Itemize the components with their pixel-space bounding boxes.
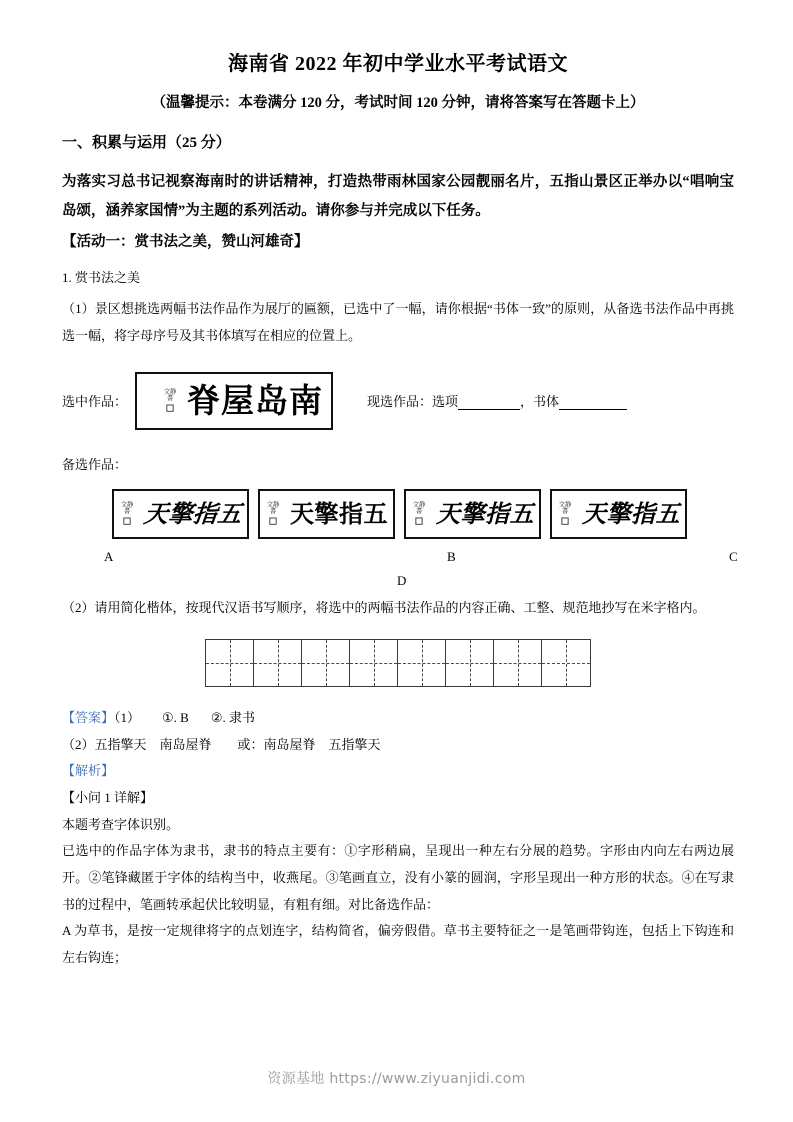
grid-cell[interactable] [350,640,398,686]
answer-line-2: （2）五指擎天 南岛屋脊 或：南岛屋脊 五指擎天 [62,736,381,752]
now-select-line [367,391,627,410]
option-blank[interactable] [458,396,520,410]
selected-artwork-row [62,372,734,430]
now-select-prefix: 现选作品：选项 [367,394,459,410]
calligraphy-text: 天擎指五 [290,498,388,528]
option-label-a: A [104,548,114,564]
analysis-tag: 【解析】 [62,763,115,779]
grid-cell[interactable] [542,640,590,686]
option-artwork-b[interactable] [258,489,395,539]
calligraphy-text: 脊屋岛南 [187,381,324,421]
option-label-c: C [729,548,738,564]
grid-cell[interactable] [494,640,542,686]
seal-icon: 文静 書 [121,502,134,524]
selected-artwork-label: 选中作品： [62,394,128,410]
answer-tag: 【答案】 [62,710,115,726]
analysis-line-2: 已选中的作品字体为隶书，隶书的特点主要有：①字形稍扁，呈现出一种左右分展的趋势。字形由内向左右两边展开。②笔锋藏匿于字体的结构当中，收燕尾。③笔画直立，没有小篆的圆润，字形呈现出一种方形的状态。④在写隶书的过程中，笔画转承起伏比较明显，有粗有细。对比备选作品： [62,843,734,912]
seal-icon: 文静 書 [413,502,426,524]
option-artwork-c[interactable] [404,489,541,539]
option-label-d: D [397,572,407,588]
option-label-b: B [447,548,456,564]
calligraphy-text: 天擎指五 [436,498,534,528]
option-artwork-a[interactable] [112,489,249,539]
option-labels-row2 [62,573,734,595]
grid-cell[interactable] [398,640,446,686]
answer-line-1 [62,705,734,732]
analysis-sub-head: 【小问 1 详解】 [62,790,154,806]
seal-icon: 文静 書 [559,502,572,524]
page-content [62,52,738,972]
grid-cell[interactable] [446,640,494,686]
question-number: 1. 赏书法之美 [62,269,141,285]
analysis-line-1: 本题考查字体识别。 [62,816,180,832]
answer-q1-part2: ②. 隶书 [210,710,256,726]
seal-icon: 文静 書 [164,389,177,411]
answer-block [62,705,734,785]
analysis-line-3: A 为草书，是按一定规律将字的点划连字，结构简省，偏旁假借。草书主要特征之一是笔画带钩连，包括上下钩连和左右钩连； [62,923,734,965]
grid-cell[interactable] [302,640,350,686]
selected-artwork-frame [135,372,333,430]
section-heading: 一、积累与运用（25 分） [62,134,231,151]
activity-heading: 【活动一：赏书法之美，赞山河雄奇】 [62,233,309,250]
footer-watermark: 资源基地 https://www.ziyuanjidi.com [267,1071,526,1087]
alternatives-label: 备选作品： [62,456,128,472]
calligraphy-text: 天擎指五 [582,498,680,528]
lead-paragraph: 为落实习总书记视察海南时的讲话精神，打造热带雨林国家公园靓丽名片，五指山景区正举办以“唱响宝岛颂，涵养家国情”为主题的系列活动。请你参与并完成以下任务。 [62,173,734,219]
script-blank[interactable] [559,396,627,410]
now-select-middle: ，书体 [520,394,560,410]
answer-q1-part1: ①. B [162,710,189,726]
question1-prompt: （1）景区想挑选两幅书法作品作为展厅的匾额，已选中了一幅，请你根据“书体一致”的原则，从备选书法作品中再挑选一幅，将字母序号及其书体填写在相应的位置上。 [62,301,734,343]
exam-notice: （温馨提示：本卷满分 120 分，考试时间 120 分钟，请将答案写在答题卡上） [151,95,645,111]
writing-grid-wrap [62,639,734,687]
selected-calligraphy [163,381,324,421]
analysis-tag-line [62,758,734,785]
seal-icon: 文静 書 [267,502,280,524]
grid-cell[interactable] [206,640,254,686]
writing-grid[interactable] [205,639,591,687]
option-artworks-row [112,489,734,539]
answer-q1-prefix: （1） [114,710,141,726]
grid-cell[interactable] [254,640,302,686]
page-title: 海南省 2022 年初中学业水平考试语文 [228,53,568,75]
question2-prompt: （2）请用简化楷体，按现代汉语书写顺序，将选中的两幅书法作品的内容正确、工整、规范地抄写在米字格内。 [62,599,706,615]
calligraphy-text: 天擎指五 [142,498,244,528]
analysis-block [62,785,734,971]
option-labels-row1 [62,548,738,571]
option-artwork-d[interactable] [550,489,687,539]
